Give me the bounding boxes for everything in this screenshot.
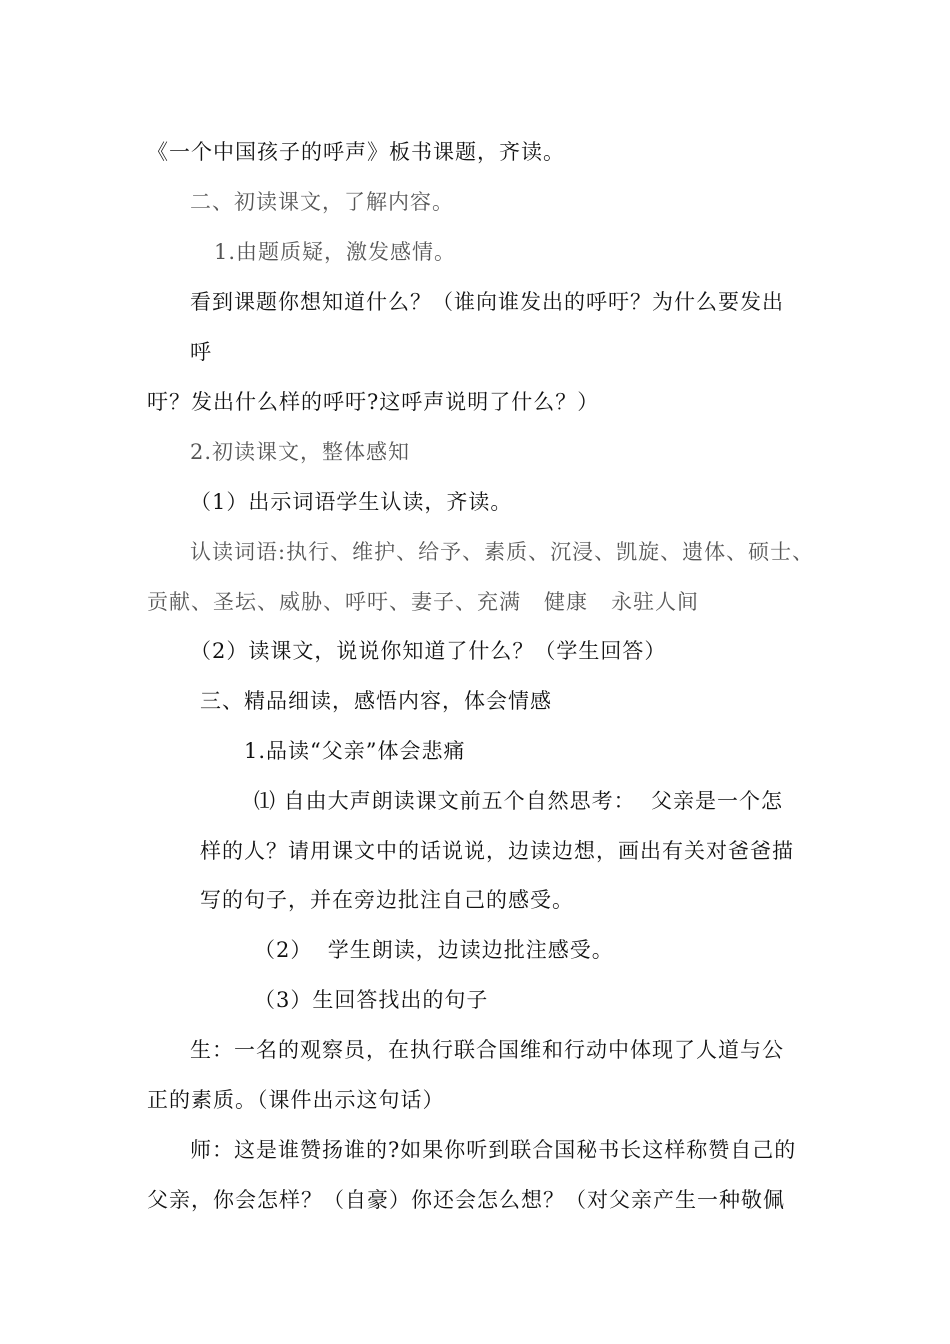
text-line-16: 写的句子，并在旁边批注自己的感受。 (200, 888, 574, 912)
text-line-8: （1）出示词语学生认读，齐读。 (190, 490, 513, 514)
text-line-19: 生：一名的观察员，在执行联合国维和行动中体现了人道与公 (190, 1038, 784, 1062)
text-line-6: 吁？发出什么样的呼吁?这呼声说明了什么？） (147, 390, 600, 414)
section-heading-3: 三、精品细读，感悟内容，体会情感 (200, 689, 552, 713)
text-line-15: 样的人？请用课文中的话说说，边读边想，画出有关对爸爸描 (200, 839, 794, 863)
subheading-2-1: 1.由题质疑，激发感情。 (214, 240, 457, 264)
text-line-4: 看到课题你想知道什么？（谁向谁发出的呼吁？为什么要发出 (190, 290, 784, 314)
vocab-line-2: 贡献、圣坛、威胁、呼吁、妻子、充满 健康 永驻人间 (147, 590, 700, 614)
text-line-18: （3）生回答找出的句子 (254, 988, 489, 1012)
text-line-22: 父亲，你会怎样？（自豪）你还会怎么想？（对父亲产生一种敬佩 (147, 1188, 785, 1212)
subheading-3-1: 1.品读“父亲”体会悲痛 (244, 739, 466, 763)
vocab-line-1: 认读词语:执行、维护、给予、素质、沉浸、凯旋、遗体、硕士、 (190, 540, 815, 564)
text-line-17: （2） 学生朗读，边读边批注感受。 (254, 938, 614, 962)
subheading-2-2: 2.初读课文，整体感知 (190, 440, 411, 464)
text-line-1: 《一个中国孩子的呼声》板书课题，齐读。 (147, 140, 565, 164)
text-line-20: 正的素质。（课件出示这句话） (147, 1088, 445, 1112)
text-line-14: ⑴ 自由大声朗读课文前五个自然思考： 父亲是一个怎 (254, 789, 784, 813)
section-heading-2: 二、初读课文，了解内容。 (190, 190, 454, 214)
text-line-11: （2）读课文，说说你知道了什么？（学生回答） (190, 639, 667, 663)
text-line-5: 呼 (190, 340, 212, 364)
text-line-21: 师：这是谁赞扬谁的?如果你听到联合国秘书长这样称赞自己的 (190, 1138, 797, 1162)
